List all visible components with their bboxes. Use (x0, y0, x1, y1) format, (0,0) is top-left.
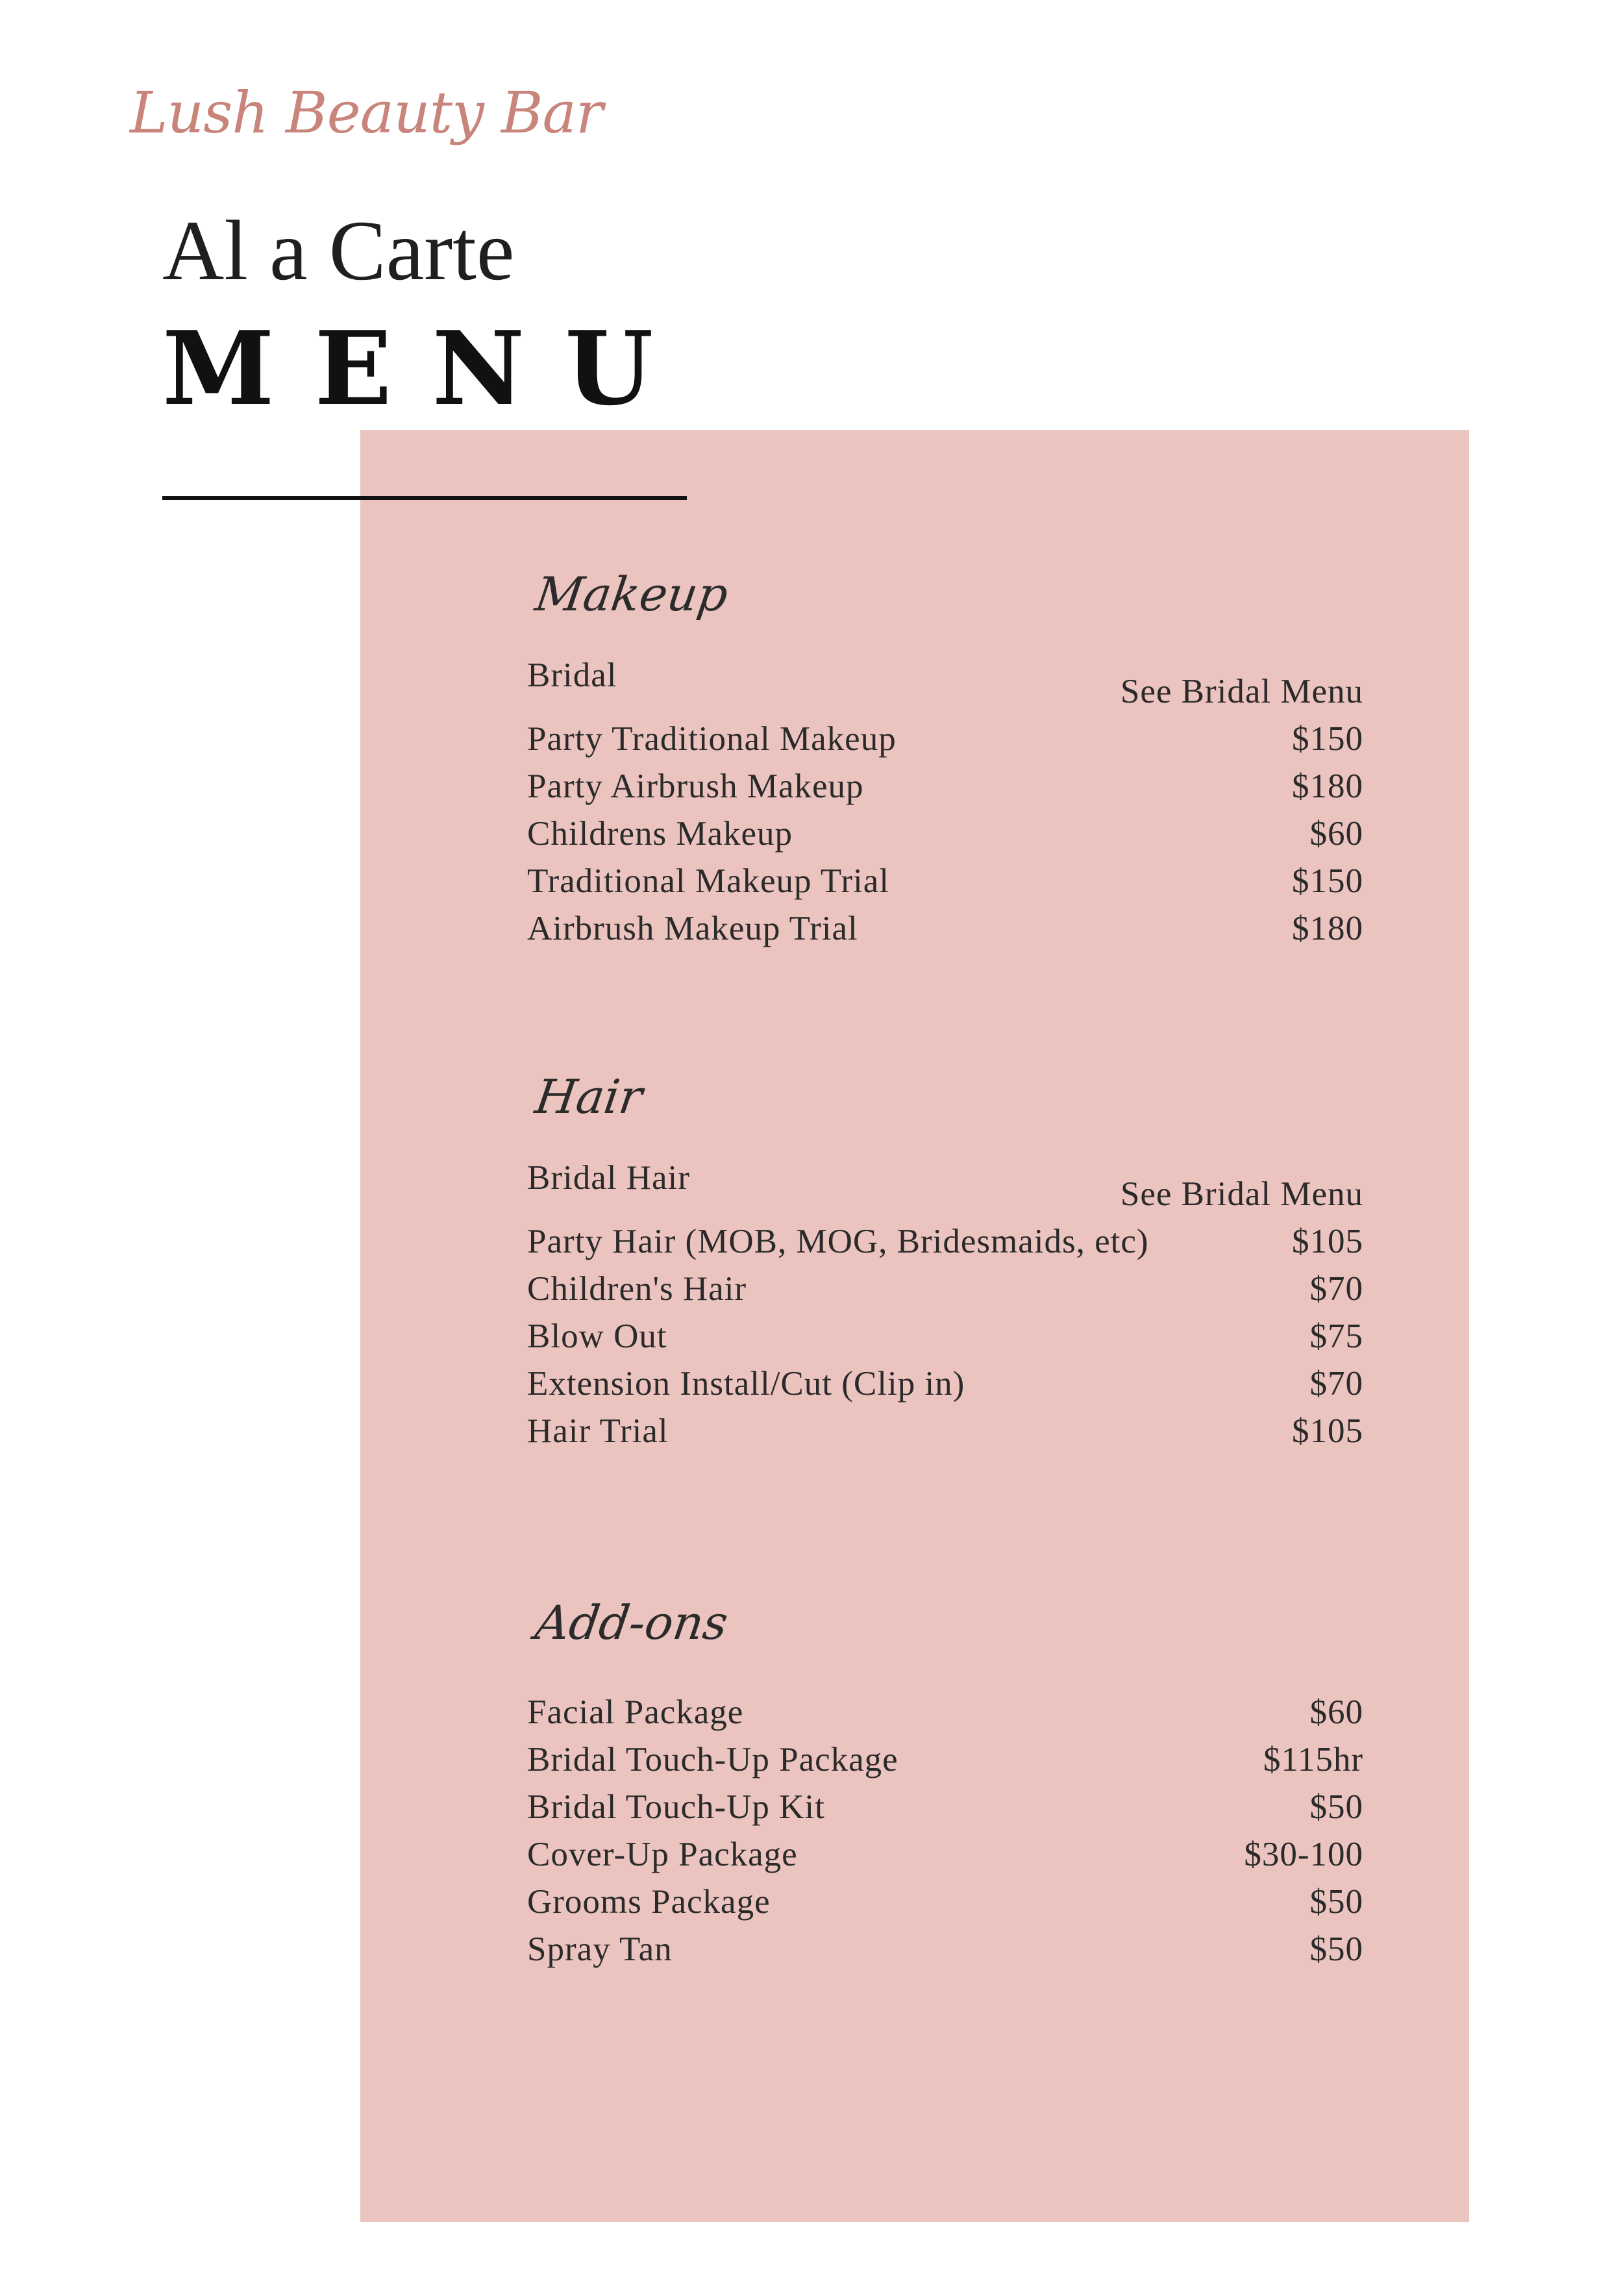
item-price: $105 (1292, 1223, 1363, 1260)
item-name: Cover-Up Package (527, 1836, 798, 1873)
menu-item (527, 1261, 1363, 1308)
section-heading: Add-ons (532, 1595, 732, 1650)
item-name: Airbrush Makeup Trial (527, 910, 858, 947)
item-name: Childrens Makeup (527, 815, 793, 853)
menu-item (527, 1874, 1363, 1921)
menu-item (527, 1779, 1363, 1827)
title-divider (162, 496, 687, 500)
item-name: Party Airbrush Makeup (527, 767, 864, 805)
menu-subtitle: Al a Carte (162, 203, 515, 298)
item-name: Party Traditional Makeup (527, 720, 897, 758)
menu-item (527, 853, 1363, 901)
item-price: See Bridal Menu (1120, 673, 1363, 710)
menu-item (527, 1403, 1363, 1451)
item-name: Children's Hair (527, 1270, 747, 1308)
section-heading: Makeup (532, 567, 732, 621)
item-name: Bridal Touch-Up Kit (527, 1788, 825, 1826)
menu-item (527, 901, 1363, 948)
item-price: $150 (1292, 862, 1363, 900)
menu-item (527, 1827, 1363, 1874)
menu-item (527, 1308, 1363, 1356)
item-price: $70 (1309, 1365, 1363, 1403)
menu-item (527, 1356, 1363, 1403)
item-name: Bridal Hair (527, 1159, 690, 1197)
item-price: $115hr (1263, 1741, 1363, 1778)
section-add-ons (527, 1587, 1363, 1969)
menu-title: MENU (162, 309, 694, 428)
item-name: Blow Out (527, 1317, 667, 1355)
item-price: $50 (1309, 1788, 1363, 1826)
item-price: $75 (1309, 1317, 1363, 1355)
menu-item (527, 1158, 1363, 1214)
item-name: Extension Install/Cut (Clip in) (527, 1365, 965, 1403)
menu-item (527, 1732, 1363, 1779)
item-name: Grooms Package (527, 1883, 771, 1921)
menu-item (527, 1214, 1363, 1261)
item-name: Spray Tan (527, 1930, 673, 1968)
item-price: $105 (1292, 1412, 1363, 1450)
menu-item (527, 1684, 1363, 1732)
item-price: See Bridal Menu (1120, 1175, 1363, 1213)
item-price: $70 (1309, 1270, 1363, 1308)
brand-logo-text: Lush Beauty Bar (130, 79, 603, 146)
item-name: Facial Package (527, 1693, 744, 1731)
section-heading: Hair (532, 1069, 646, 1124)
item-price: $60 (1309, 1693, 1363, 1731)
item-price: $50 (1309, 1930, 1363, 1968)
item-price: $50 (1309, 1883, 1363, 1921)
item-price: $180 (1292, 910, 1363, 947)
item-name: Bridal Touch-Up Package (527, 1741, 898, 1778)
item-name: Traditional Makeup Trial (527, 862, 889, 900)
menu-item (527, 806, 1363, 853)
menu-item (527, 758, 1363, 806)
menu-item (527, 656, 1363, 711)
item-name: Party Hair (MOB, MOG, Bridesmaids, etc) (527, 1223, 1149, 1260)
item-price: $60 (1309, 815, 1363, 853)
item-price: $30-100 (1244, 1836, 1363, 1873)
section-makeup (527, 558, 1363, 948)
item-price: $150 (1292, 720, 1363, 758)
section-hair (527, 1061, 1363, 1451)
menu-item (527, 1921, 1363, 1969)
item-name: Bridal (527, 656, 617, 694)
menu-item (527, 711, 1363, 758)
item-name: Hair Trial (527, 1412, 669, 1450)
item-price: $180 (1292, 767, 1363, 805)
